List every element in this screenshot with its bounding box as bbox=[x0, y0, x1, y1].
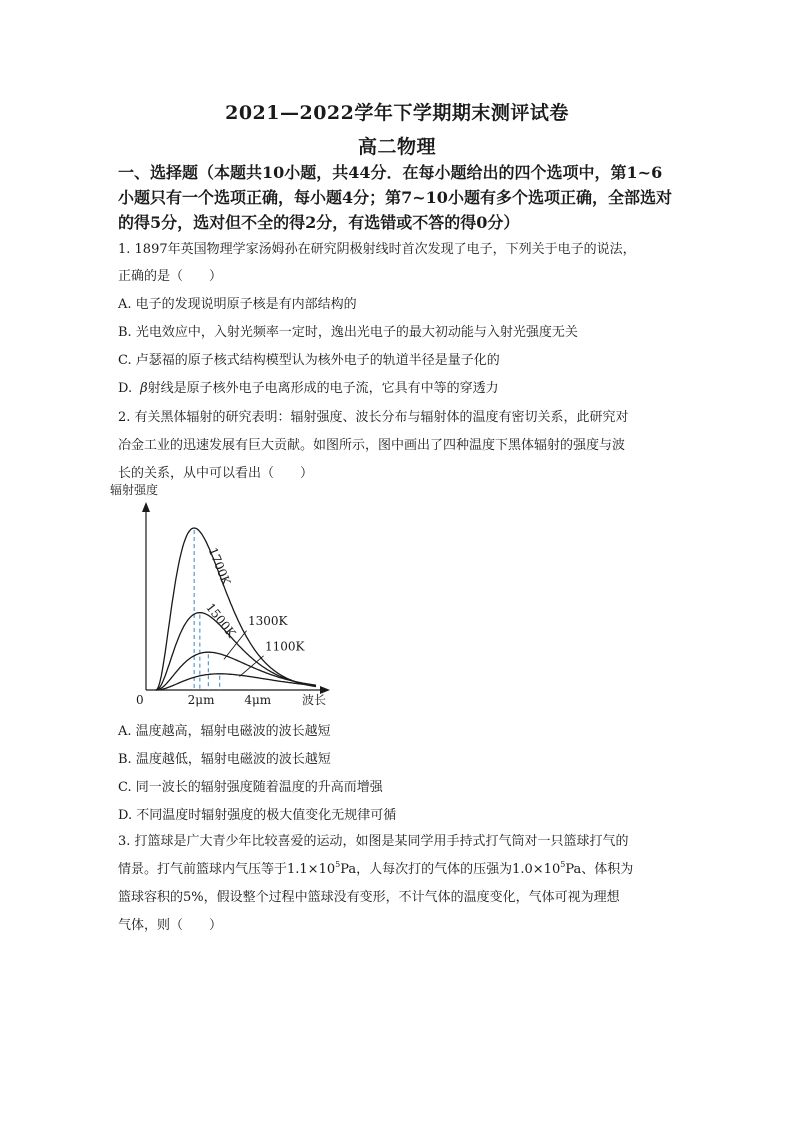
x-tick-label: 4μm bbox=[244, 693, 272, 707]
q3-exponent-1: 5 bbox=[335, 860, 341, 869]
q1-option-d-label: D. bbox=[118, 381, 133, 396]
y-axis-label: 辐射强度 bbox=[110, 483, 159, 497]
q2-option-a: A. 温度越高，辐射电磁波的波长越短 bbox=[118, 724, 331, 739]
q3-stem-line2-b: Pa，人每次打的气体的压强为1.0×10 bbox=[340, 862, 561, 877]
q1-option-d-text: 射线是原子核外电子电离形成的电子流，它具有中等的穿透力 bbox=[147, 381, 499, 396]
q3-stem-line2 bbox=[118, 858, 633, 877]
q3-exponent-2: 5 bbox=[560, 860, 566, 869]
leader-line-1100K bbox=[240, 656, 264, 677]
q2-stem-line2: 冶金工业的迅速发展有巨大贡献。如图所示，图中画出了四种温度下黑体辐射的强度与波 bbox=[118, 438, 626, 453]
q2-stem-line3: 长的关系，从中可以看出（ ） bbox=[118, 466, 314, 481]
q3-stem-line2-a: 情景。打气前篮球内气压等于1.1×10 bbox=[118, 862, 336, 877]
origin-label: 0 bbox=[136, 693, 144, 707]
q1-stem-line1: 1. 1897年英国物理学家汤姆孙在研究阴极射线时首次发现了电子，下列关于电子的说法， bbox=[118, 242, 636, 257]
curve-label-1500K: 1500K bbox=[203, 600, 239, 641]
q2-option-d: D. 不同温度时辐射强度的极大值变化无规律可循 bbox=[118, 808, 397, 823]
q3-stem-line2-c: Pa、体积为 bbox=[565, 862, 634, 877]
q2-option-b: B. 温度越低，辐射电磁波的波长越短 bbox=[118, 752, 331, 767]
curve-1100K bbox=[156, 674, 316, 690]
q3-stem-line3: 篮球容积的5%，假设整个过程中篮球没有变形，不计气体的温度变化，气体可视为理想 bbox=[118, 890, 620, 905]
curve-label-1300K: 1300K bbox=[248, 614, 288, 629]
q3-stem-line4: 气体，则（ ） bbox=[118, 918, 223, 933]
beta-symbol: β bbox=[140, 381, 148, 396]
q2-option-c: C. 同一波长的辐射强度随着温度的升高而增强 bbox=[118, 780, 383, 795]
section-heading: 一、选择题（本题共10小题，共44分．在每小题给出的四个选项中，第1~6小题只有一个选项正确，每小题4分；第7~10小题有多个选项正确，全部选对的得5分，选对但不全的得2分，有选错或不答的得0分） bbox=[118, 163, 672, 232]
blackbody-radiation-chart bbox=[110, 482, 340, 714]
curve-label-1100K: 1100K bbox=[265, 639, 305, 654]
x-axis-label: 波长 bbox=[302, 693, 327, 707]
q1-stem-line2: 正确的是（ ） bbox=[118, 269, 223, 284]
curve-1300K bbox=[156, 652, 316, 690]
curve-label-1700K: 1700K bbox=[205, 545, 234, 588]
q1-option-d bbox=[118, 377, 499, 396]
q1-option-a: A. 电子的发现说明原子核是有内部结构的 bbox=[118, 297, 357, 312]
q2-stem-line1: 2. 有关黑体辐射的研究表明：辐射强度、波长分布与辐射体的温度有密切关系，此研究对 bbox=[118, 410, 629, 425]
curve-1700K bbox=[156, 528, 316, 690]
y-axis-arrow bbox=[142, 502, 150, 512]
x-tick-label: 2μm bbox=[187, 693, 215, 707]
exam-subject: 高二物理 bbox=[357, 136, 436, 158]
exam-title: 2021—2022学年下学期期末测评试卷 bbox=[225, 102, 569, 124]
q1-option-c: C. 卢瑟福的原子核式结构模型认为核外电子的轨道半径是量子化的 bbox=[118, 353, 500, 368]
q3-stem-line1: 3. 打篮球是广大青少年比较喜爱的运动，如图是某同学用手持式打气筒对一只篮球打气的 bbox=[118, 834, 629, 849]
q1-option-b: B. 光电效应中，入射光频率一定时，逸出光电子的最大初动能与入射光强度无关 bbox=[118, 325, 578, 340]
